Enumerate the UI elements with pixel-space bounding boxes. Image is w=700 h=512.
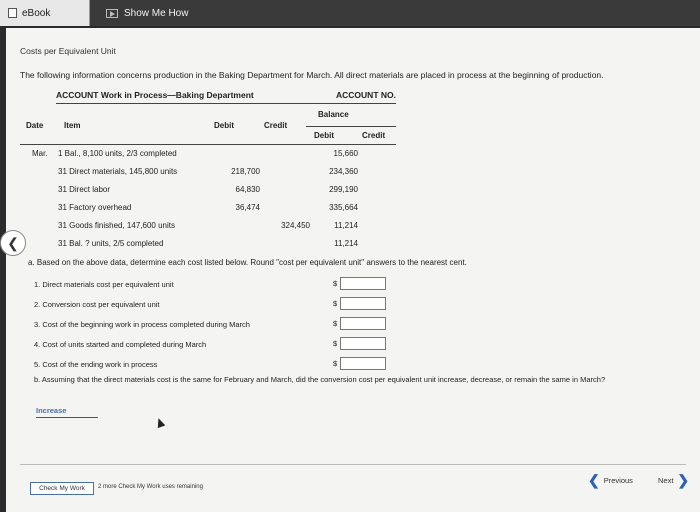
table-row: [20, 182, 400, 200]
row-date: Mar.: [32, 149, 48, 158]
video-icon: [106, 9, 118, 18]
question-label: 2. Conversion cost per equivalent unit: [34, 300, 160, 309]
show-me-how-label: Show Me How: [124, 7, 189, 19]
row-balance: 335,664: [329, 203, 358, 212]
table-row: [20, 218, 400, 236]
question-label: 3. Cost of the beginning work in process completed during March: [34, 320, 250, 329]
header-rule: [20, 144, 396, 145]
problem-intro: The following information concerns production in the Baking Department for March. All direct materials are placed in process at the beginning of production.: [20, 70, 604, 80]
row-credit: 324,450: [281, 221, 310, 230]
row-debit: 36,474: [235, 203, 260, 212]
header-balance-debit: Debit: [314, 131, 334, 140]
currency-symbol: $: [333, 279, 338, 288]
header-date: Date: [26, 121, 44, 130]
mouse-cursor-icon: [155, 417, 166, 428]
previous-arrow-button[interactable]: [0, 230, 26, 256]
chevron-right-icon: ❯: [677, 472, 690, 488]
ebook-label: eBook: [22, 7, 51, 19]
header-balance: Balance: [318, 110, 349, 119]
currency-symbol: $: [333, 339, 338, 348]
next-label: Next: [658, 476, 674, 485]
chevron-left-icon: ❮: [588, 472, 600, 488]
next-button[interactable]: [658, 472, 689, 489]
currency-symbol: $: [333, 319, 338, 328]
currency-symbol: $: [333, 299, 338, 308]
account-rule: [56, 103, 396, 104]
answer-input-5[interactable]: [340, 357, 386, 370]
account-header: [56, 90, 396, 100]
row-debit: 218,700: [231, 167, 260, 176]
answer-input-2[interactable]: [340, 297, 386, 310]
footer-divider: [20, 464, 686, 465]
row-debit: 64,830: [235, 185, 260, 194]
answer-input-3[interactable]: [340, 317, 386, 330]
part-b-question: b. Assuming that the direct materials cost is the same for February and March, did the conversion cost per equivalent unit increase, decrease, or remain the same in March?: [34, 375, 606, 384]
problem-heading: Costs per Equivalent Unit: [20, 46, 116, 56]
row-item: 31 Factory overhead: [58, 203, 132, 212]
check-my-work-button[interactable]: Check My Work: [30, 482, 94, 495]
header-item: Item: [64, 121, 81, 130]
ebook-tab[interactable]: [0, 0, 90, 26]
book-icon: [8, 8, 17, 18]
header-credit: Credit: [264, 121, 288, 130]
balance-rule: [306, 126, 396, 127]
question-label: 4. Cost of units started and completed during March: [34, 340, 207, 349]
answer-input-4[interactable]: [340, 337, 386, 350]
header-balance-credit: Credit: [362, 131, 386, 140]
header-debit: Debit: [214, 121, 234, 130]
row-balance: 299,190: [329, 185, 358, 194]
row-item: 1 Bal., 8,100 units, 2/3 completed: [58, 149, 177, 158]
table-row: [20, 236, 400, 254]
part-a-instruction: a. Based on the above data, determine each cost listed below. Round "cost per equivalent unit" answers to the nearest cent.: [28, 258, 467, 267]
account-title: ACCOUNT Work in Process—Baking Department: [56, 90, 254, 100]
row-balance: 234,360: [329, 167, 358, 176]
row-item: 31 Direct labor: [58, 185, 111, 194]
answer-input-1[interactable]: [340, 277, 386, 290]
question-label: 5. Cost of the ending work in process: [34, 360, 158, 369]
table-row: [20, 164, 400, 182]
part-b-answer-dropdown[interactable]: Increase: [36, 406, 98, 418]
previous-label: Previous: [603, 476, 633, 485]
row-item: 31 Direct materials, 145,800 units: [58, 167, 178, 176]
row-item: 31 Bal. ? units, 2/5 completed: [58, 239, 164, 248]
row-balance: 11,214: [334, 239, 358, 248]
check-remaining-text: 2 more Check My Work uses remaining: [98, 484, 203, 490]
show-me-how-tab[interactable]: [106, 8, 188, 19]
row-item: 31 Goods finished, 147,600 units: [58, 221, 175, 230]
chevron-left-icon: ❮: [7, 234, 19, 251]
table-row: [20, 200, 400, 218]
row-balance: 11,214: [334, 221, 358, 230]
question-label: 1. Direct materials cost per equivalent unit: [34, 280, 174, 289]
problem-page: [6, 28, 700, 512]
account-number-label: ACCOUNT NO.: [336, 90, 396, 100]
top-toolbar: [0, 0, 700, 26]
previous-button[interactable]: [588, 472, 633, 489]
table-row: [20, 146, 400, 164]
row-balance: 15,660: [333, 149, 358, 158]
currency-symbol: $: [333, 359, 338, 368]
